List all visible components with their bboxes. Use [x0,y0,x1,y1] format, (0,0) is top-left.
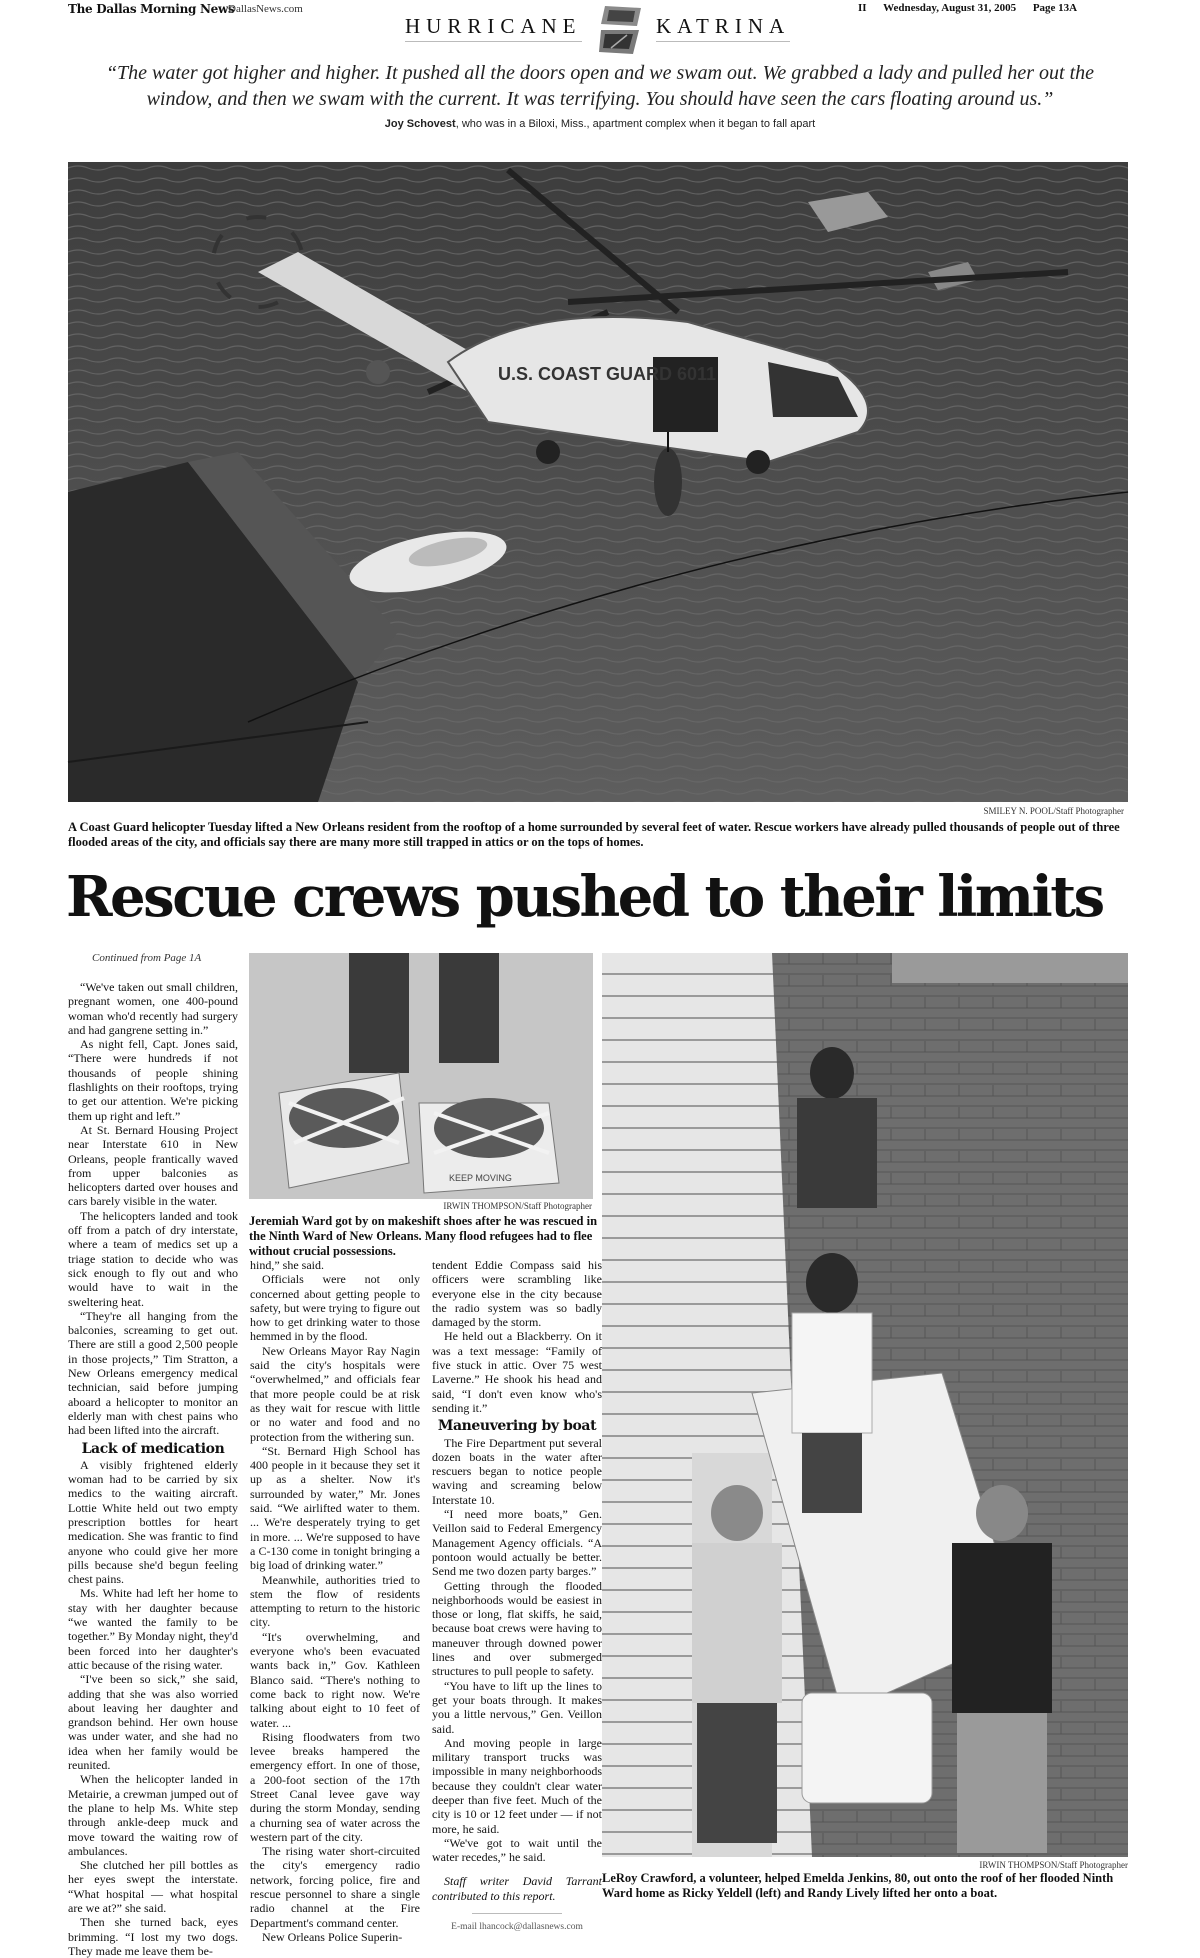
contributor-note: Staff writer David Tarrant contributed to this report. [432,1874,602,1903]
divider [472,1913,562,1914]
paragraph: Getting through the flooded neighborhoods would be easiest in those or long, flat skiffs, he said, because boat crews were having to maneuver through downed power lines and over submerged structures to pull people to safety. [432,1578,602,1679]
paragraph: Meanwhile, authorities tried to stem the flow of residents attempting to return to the historic city. [250,1572,420,1630]
helicopter-markings: U.S. COAST GUARD 6011 [498,364,717,384]
paragraph: Rising floodwaters from two levee breaks hampered the emergency effort. In one of those, a 200-foot section of the 17th Street Canal levee gave way during the storm Monday, sending a churning sea of water across the western part of the city. [250,1729,420,1844]
header-meta [858,2,1091,14]
paragraph: “I've been so sick,” she said, adding that she was also worried about leaving her daughter and grandson behind. Her own house was under water, and she had no idea when her family would be reunited. [68,1672,238,1773]
subhead-maneuvering-by-boat: Maneuvering by boat [437,1418,597,1435]
paragraph: “St. Bernard High School has 400 people in it because they set it up as a shelter. Now it's surrounded by water,” Mr. Jones said. “We airlifted water to them. ... We're desperately trying to get in more. ... We're supposed to have a C-130 come in tonight bringing a big load of drinking water.” [250,1443,420,1573]
storm-logo-icon [597,4,643,56]
paragraph: Officials were not only concerned about getting people to safety, but were trying to figure out how to get drinking water to those hemmed in by the flood. [250,1272,420,1344]
shoes-photo-credit: IRWIN THOMPSON/Staff Photographer [443,1201,592,1211]
roof-photo-caption: LeRoy Crawford, a volunteer, helped Emelda Jenkins, 80, out onto the roof of her flooded Ninth Ward home as Ricky Yeldell (left) and Randy Lively lifted her onto a boat. [602,1871,1114,1900]
shoes-photo-caption: Jeremiah Ward got by on makeshift shoes after he was rescued in the Ninth Ward of New Orleans. Many flood refugees had to flee without crucial possessions. [249,1214,598,1258]
roof-photo-credit: IRWIN THOMPSON/Staff Photographer [979,1860,1128,1870]
makeshift-shoes-photo [249,953,593,1199]
quote-speaker-description: , who was in a Biloxi, Miss., apartment complex when it began to fall apart [455,118,816,130]
edition-mark: II [858,2,867,14]
paragraph: New Orleans Police Superin- [262,1929,403,1944]
article-column-1 [68,980,238,1958]
paragraph: A visibly frightened elderly woman had to be carried by six medics to the waiting aircraft. Lottie White held out two empty prescription bottles for heart medication. She was frantic to find anyone who could give her more pills because she'd begun feeling chest pains. [68,1457,238,1587]
paragraph: At St. Bernard Housing Project near Interstate 610 in New Orleans, people frantically waved from upper balconies as helicopters darted over houses and cars barely visible in the water. [68,1122,238,1209]
continued-from-link[interactable]: Continued from Page 1A [92,952,202,964]
paragraph: Ms. White had left her home to stay with her daughter because “we wanted the family to be together.” By Monday night, they'd been forced into her daughter's attic because of the rising water. [68,1586,238,1672]
section-title-left: HURRICANE [405,14,582,42]
paragraph: The helicopters landed and took off from a patch of dry interstate, where a team of medics set up a triage station to decide who was sick enough to fly out and who would have to wait in the sweltering heat. [68,1208,238,1309]
paragraph: “You have to lift up the lines to get your boats through. It makes you a little nervous,” Gen. Veillon said. [432,1678,602,1736]
paragraph: She clutched her pill bottles as her eyes swept the interstate. “What hospital — what hospital are we at?” she said. [68,1858,238,1915]
paragraph: He held out a Blackberry. On it was a text message: “Family of five stuck in attic. Over 75 west Laverne.” He shook his head and said, “I don't even know who's sending it.” [432,1329,602,1415]
paragraph: New Orleans Mayor Ray Nagin said the city's hospitals were “overwhelmed,” and officials fear that more people could be at risk as they wait for rescue with little or no water and food and no protection from the withering sun. [250,1343,420,1444]
paragraph: “They're all hanging from the balconies, screaming to get out. There are still a good 2,500 people in those projects,” Tim Stratton, a New Orleans emergency medical technician, said before jumping aboard a helicopter to monitor an elderly man with chest pains who had been lifted into the aircraft. [68,1308,238,1438]
paragraph: “I need more boats,” Gen. Veillon said to Federal Emergency Management Agency officials. “A pontoon would actually be better. Send me two dozen party barges.” [432,1507,602,1579]
roof-photo-illustration [602,953,1128,1857]
helicopter-rescue-photo [68,162,1128,802]
paragraph: Then she turned back, eyes brimming. “I lost my two dogs. They made me leave them be- [68,1915,238,1958]
author-email-link[interactable]: E-mail lhancock@dallasnews.com [451,1922,583,1933]
main-photo-caption: A Coast Guard helicopter Tuesday lifted a New Orleans resident from the rooftop of a home surrounded by several feet of water. Rescue workers have already pulled thousands of people out of three flooded areas of the city, and officials say there are many more still trapped in attics or on the tops of homes. [68,820,1120,849]
pull-quote: “The water got higher and higher. It pushed all the doors open and we swam out. We grabbed a lady and pulled her out the window, and then we swam with the current. It was terrifying. You should have seen the cars floating around us.” [105,62,1095,110]
paragraph: When the helicopter landed in Metairie, a crewman jumped out of the plane to help Ms. White step through ankle-deep muck and move toward the waiting row of ambulances. [68,1772,238,1858]
section-title-right: KATRINA [656,14,790,42]
box-label: KEEP MOVING [449,1173,512,1183]
subhead-lack-of-medication: Lack of medication [81,1440,225,1457]
page-number: Page 13A [1032,2,1078,14]
paragraph: “We've taken out small children, pregnant women, one 400-pound woman who'd recently had surgery and had gangrene setting in.” [68,980,238,1037]
article-column-3 [432,1258,602,1938]
quote-attribution [0,118,1200,130]
paragraph: “It's overwhelming, and everyone who's been evacuated wants back in,” Gov. Kathleen Blanco said. “There's nothing to come back to right now. We're talking about eight to 10 feet of water. ... [250,1629,420,1730]
headline: Rescue crews pushed to their limits [66,864,1103,930]
paragraph: The Fire Department put several dozen boats in the water after rescuers began to notice people waving and screaming below Interstate 10. [432,1435,602,1507]
main-photo-credit: SMILEY N. POOL/Staff Photographer [983,806,1124,816]
paragraph: tendent Eddie Compass said his officers were scrambling like everyone else in the city because the radio system was so badly damaged by the storm. [432,1258,602,1330]
helicopter-photo-illustration [68,162,1128,802]
shoes-photo-illustration [249,953,593,1199]
paragraph: “We've got to wait until the water recedes,” he said. [432,1835,602,1865]
paragraph: hind,” she said. [250,1258,324,1272]
rooftop-rescue-photo [602,953,1128,1857]
paper-name: The Dallas Morning News [68,2,235,16]
issue-date: Wednesday, August 31, 2005 [883,2,1017,14]
site-url-link[interactable]: DallasNews.com [228,3,303,15]
paragraph: And moving people in large military transport trucks was impossible in many neighborhoods because they couldn't clear water deeper than five feet. Much of the city is 10 or 12 feet under — if not more, he said. [432,1735,602,1836]
paragraph: As night fell, Capt. Jones said, “There were hundreds if not thousands of people shining flashlights on their rooftops, trying to get our attention. We're picking them up right and left.” [68,1037,238,1123]
masthead [0,0,1200,40]
article-column-2 [250,1258,420,1944]
quote-speaker: Joy Schovest [384,118,456,130]
paragraph: The rising water short-circuited the city's emergency radio network, forcing police, fire and rescue personnel to share a single radio channel at the Fire Department's command center. [250,1844,420,1930]
